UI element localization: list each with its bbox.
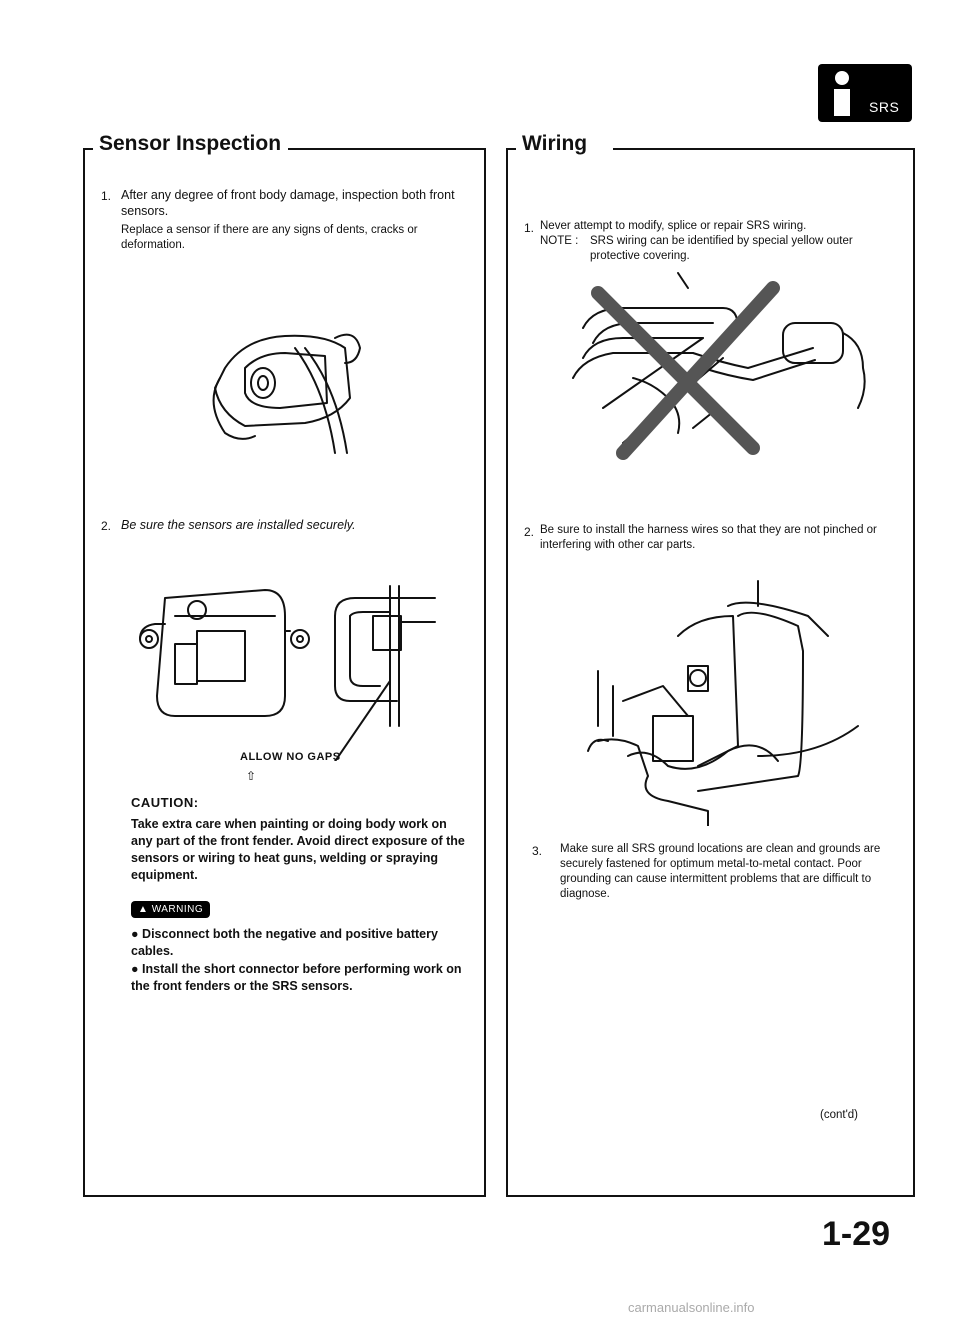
step-note: Replace a sensor if there are any signs of dents, cracks or deformation.	[121, 224, 418, 251]
section-title-sensor-inspection: Sensor Inspection	[93, 132, 287, 156]
section-title-wiring: Wiring	[516, 132, 593, 156]
allow-no-gaps-label: ALLOW NO GAPS	[240, 751, 341, 763]
srs-badge	[818, 64, 912, 122]
warning-bullet-text: Disconnect both the negative and positive battery cables.	[131, 927, 438, 958]
info-icon	[835, 71, 849, 85]
warning-bullet-text: Install the short connector before performing work on the front fenders or the SRS sensors.	[131, 962, 462, 993]
caution-text: Take extra care when painting or doing body work on any part of the front fender. Avoid direct exposure of the sensors or wiring to heat guns, welding or spraying equipment.	[131, 817, 465, 882]
step-note: SRS wiring can be identified by special yellow outer protective covering.	[590, 235, 853, 262]
sensor-mount-illustration	[135, 576, 455, 761]
sensor-mark-arrow: ⇧	[246, 769, 257, 783]
warning-bullet	[131, 961, 467, 995]
bullet-icon: ●	[131, 962, 139, 976]
bullet-icon: ●	[131, 927, 139, 941]
wiring-splice-illustration	[563, 268, 873, 473]
step-text: Never attempt to modify, splice or repair SRS wiring.	[540, 220, 807, 232]
sensor-illustration	[185, 308, 385, 468]
site-watermark: carmanualsonline.info	[628, 1300, 755, 1315]
step-text: Be sure the sensors are installed securely.	[121, 518, 356, 532]
srs-badge-label: SRS	[869, 99, 900, 115]
wiring-panel	[506, 132, 915, 1197]
prohibited-x-mark	[598, 288, 773, 453]
panel-top-border	[613, 148, 913, 150]
step-number: 2.	[524, 525, 535, 539]
harness-routing-illustration	[558, 576, 868, 826]
warning-badge	[131, 901, 210, 918]
warning-triangle-icon: ▲	[138, 904, 149, 915]
note-label: NOTE :	[540, 235, 579, 247]
caution-title: CAUTION:	[131, 795, 199, 810]
continued-label: (cont'd)	[820, 1109, 858, 1121]
step-number: 2.	[101, 519, 112, 533]
step-number: 3.	[532, 844, 543, 858]
warning-bullet	[131, 926, 467, 960]
panel-top-border	[288, 148, 484, 150]
step-number: 1.	[524, 221, 535, 235]
warning-label: WARNING	[151, 904, 204, 915]
step-text: Make sure all SRS ground locations are clean and grounds are securely fastened for optimum metal-to-metal contact. Poor grounding can cause intermittent problems that are difficult to diagnose.	[560, 843, 881, 900]
sensor-inspection-panel	[83, 132, 486, 1197]
step-text: After any degree of front body damage, inspection both front sensors.	[121, 188, 455, 218]
info-icon-bar	[834, 89, 850, 116]
page-number: 1-29	[822, 1215, 891, 1253]
step-text: Be sure to install the harness wires so that they are not pinched or interfering with other car parts.	[540, 524, 877, 551]
step-number: 1.	[101, 189, 112, 203]
